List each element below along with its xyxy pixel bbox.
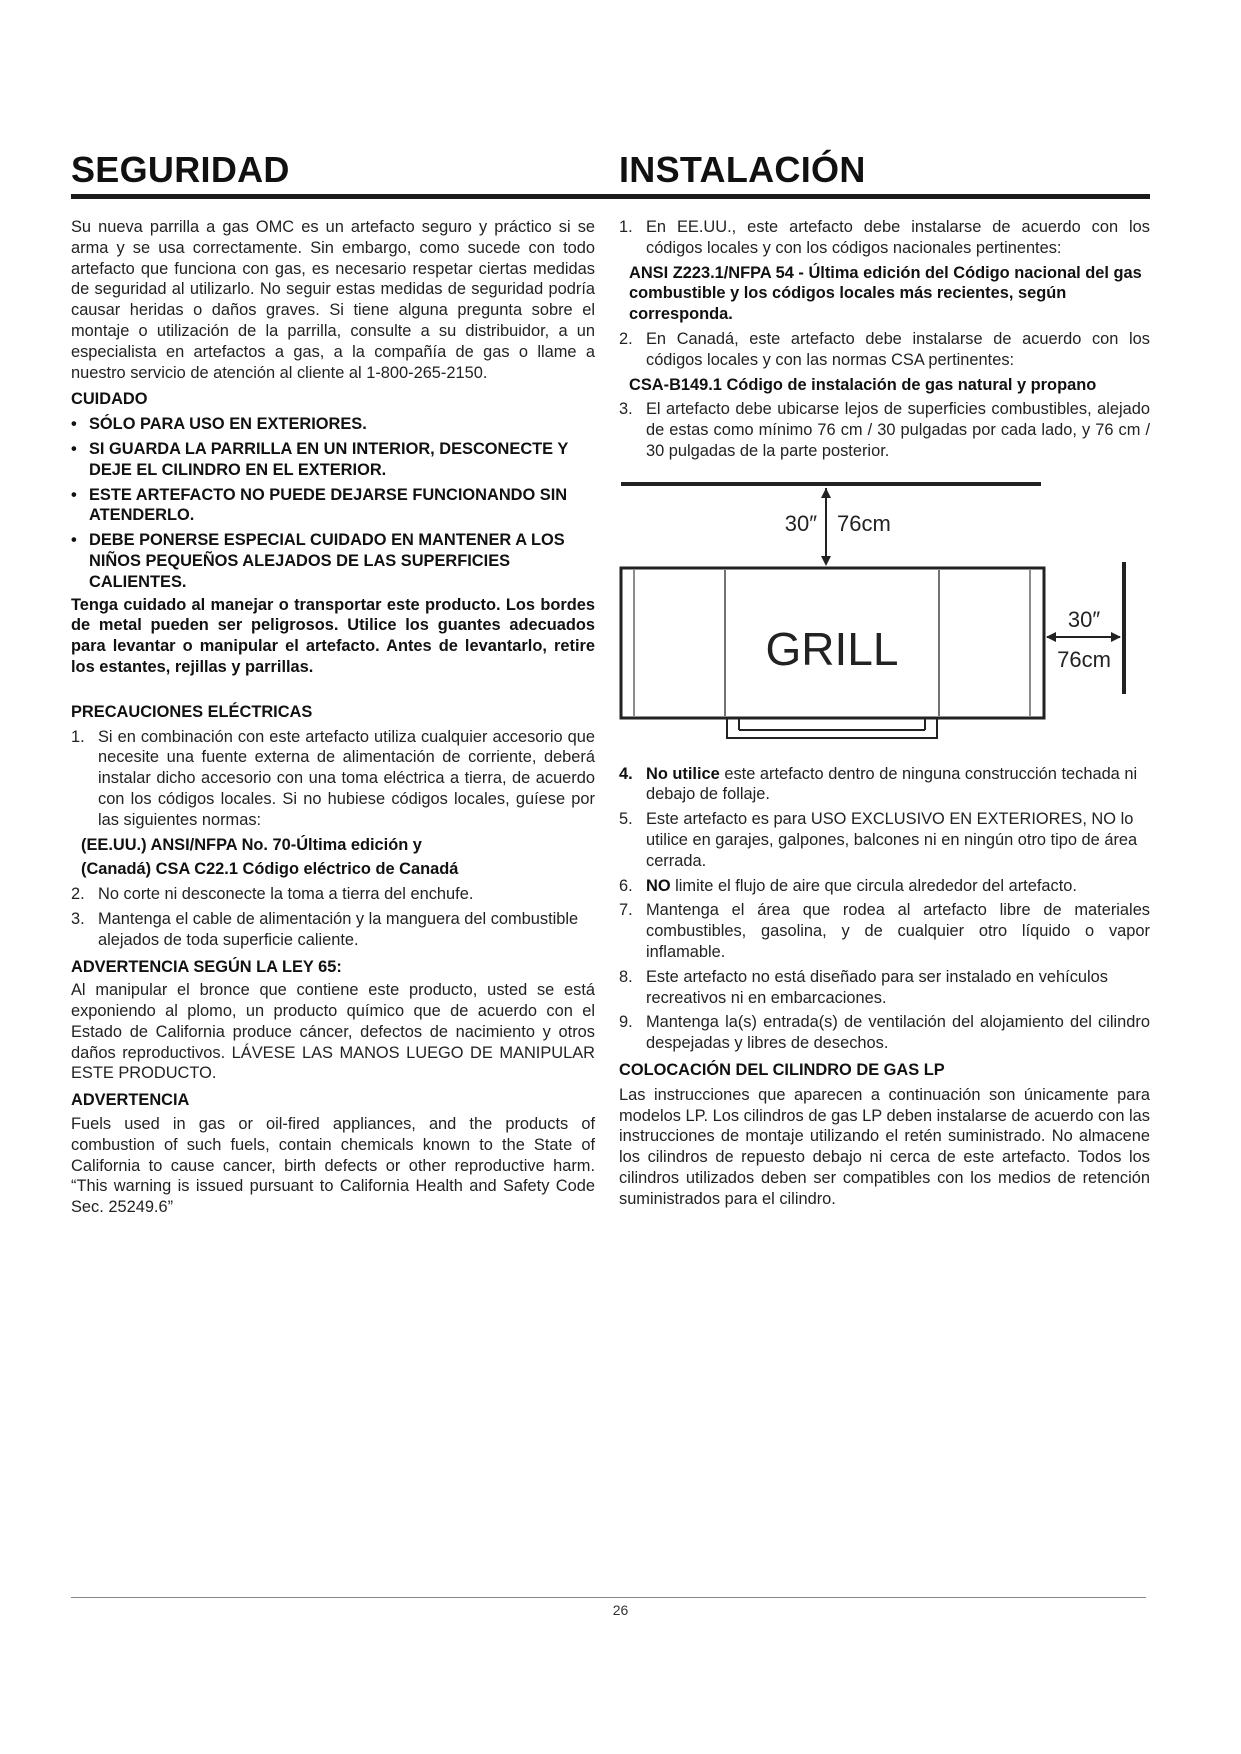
list-item: 1. Si en combinación con este artefacto utiliza cualquier accesorio que necesite una fuente externa de alimentación de corriente, deberá instalar dicho accesorio con una toma eléctrica a tierra, de acuerdo con los códigos locales. Si no hubiese códigos locales, guíese por las siguientes normas:	[71, 727, 595, 829]
cuidado-note: Tenga cuidado al manejar o transportar este producto. Los bordes de metal pueden ser peligrosos. Utilice los guantes adecuados para levantar o manipular el artefacto. Antes de levantarlo, retire los estantes, rejillas y parrillas.	[71, 595, 595, 676]
title-rule	[71, 194, 619, 199]
seguridad-title: SEGURIDAD	[71, 149, 290, 190]
advertencia-text: Fuels used in gas or oil-fired appliances, and the products of combustion of such fuels, contain chemicals known to the State of California to cause cancer, birth defects or other reproductive harm. “This warning is issued pursuant to California Health and Safety Code Sec. 25249.6”	[71, 1115, 595, 1217]
list-item: 1. En EE.UU., este artefacto debe instalarse de acuerdo con los códigos locales y con los códigos nacionales pertinentes:	[619, 218, 1150, 257]
arrow-head-icon	[821, 488, 831, 498]
list-item: 2. En Canadá, este artefacto debe instalarse de acuerdo con los códigos locales y con las normas CSA pertinentes:	[619, 329, 1150, 369]
seguridad-intro: Su nueva parrilla a gas OMC es un artefacto seguro y práctico si se arma y se usa correctamente. Sin embargo, como sucede con todo artefacto que funciona con gas, es necesario respetar ciertas medidas de seguridad al utilizarlo. No seguir estas medidas de seguridad podría causar heridas o daños graves. Si tiene alguna pregunta sobre el montaje o utilización de la parrilla, consulte a su distribuidor, a un especialista en artefactos a gas, a la compañía de gas o llame a nuestro servicio de atención al cliente al 1-800-265-2150.	[71, 218, 595, 382]
advertencia-heading: ADVERTENCIA	[71, 1091, 190, 1110]
list-item: 3. El artefacto debe ubicarse lejos de superficies combustibles, alejado de estas como mínimo 76 cm / 30 pulgadas por cada lado, y 76 cm / 30 pulgadas de la parte posterior.	[619, 400, 1150, 460]
list-item: 5. Este artefacto es para USO EXCLUSIVO EN EXTERIORES, NO lo utilice en garajes, galpones, balcones ni en ningún otro tipo de área cerrada.	[619, 810, 1138, 870]
list-item: • SÓLO PARA USO EN EXTERIORES.	[71, 415, 367, 434]
grill-label: GRILL	[765, 622, 899, 675]
instalacion-title: INSTALACIÓN	[619, 149, 866, 190]
ley65-heading: ADVERTENCIA SEGÚN LA LEY 65:	[71, 957, 342, 976]
side-clearance-cm: 76cm	[1057, 646, 1111, 672]
top-clearance-in: 30″	[784, 510, 817, 536]
clearance-diagram	[617, 482, 1150, 748]
top-clearance-cm: 76cm	[837, 510, 891, 536]
instalacion-column	[619, 150, 1150, 1210]
ley65-text: Al manipular el bronce que contiene este producto, usted se está exponiendo al plomo, un producto químico que de acuerdo con el Estado de California produce cáncer, defectos de nacimiento y otros daños reproductivos. LÁVESE LAS MANOS LUEGO DE MANIPULAR ESTE PRODUCTO.	[71, 981, 595, 1083]
grill-tray	[727, 718, 937, 738]
side-clearance-in: 30″	[1067, 606, 1101, 632]
arrow-head-icon	[821, 556, 831, 566]
list-item: 4. No utilice este artefacto dentro de ninguna construcción techada ni debajo de follaje.	[619, 764, 1138, 804]
standard-ref: (EE.UU.) ANSI/NFPA No. 70-Última edición y	[81, 835, 422, 854]
standard-ref: ANSI Z223.1/NFPA 54 - Última edición del Código nacional del gas combustible y los códigos locales más recientes, según corresponda.	[629, 263, 1142, 324]
electricas-heading: PRECAUCIONES ELÉCTRICAS	[71, 702, 313, 721]
back-wall	[621, 482, 1041, 486]
list-item: • DEBE PONERSE ESPECIAL CUIDADO EN MANTENER A LOS NIÑOS PEQUEÑOS ALEJADOS DE LAS SUPERFICIES CALIENTES.	[71, 531, 565, 591]
list-item: 6. NO limite el flujo de aire que circula alrededor del artefacto.	[619, 876, 1077, 895]
side-wall	[1122, 562, 1126, 694]
lp-heading: COLOCACIÓN DEL CILINDRO DE GAS LP	[619, 1060, 945, 1079]
title-rule	[619, 194, 1150, 199]
footer-rule	[71, 1597, 1146, 1598]
list-item: 7. Mantenga el área que rodea al artefacto libre de materiales combustibles, gasolina, y de cualquier otro líquido o vapor inflamable.	[619, 901, 1150, 961]
lp-text: Las instrucciones que aparecen a continuación son únicamente para modelos LP. Los cilindros de gas LP deben instalarse de acuerdo con las instrucciones de montaje utilizando el retén suministrado. No almacene los cilindros de repuesto debajo ni cerca de este artefacto. Todos los cilindros utilizados deben ser compatibles con los medios de retención suministrados para el cilindro.	[619, 1085, 1150, 1208]
arrow-head-icon	[1111, 632, 1121, 642]
list-item: 2. No corte ni desconecte la toma a tierra del enchufe.	[71, 885, 474, 904]
standard-ref: CSA-B149.1 Código de instalación de gas natural y propano	[629, 375, 1097, 394]
list-item: • SI GUARDA LA PARRILLA EN UN INTERIOR, DESCONECTE Y DEJE EL CILINDRO EN EL EXTERIOR.	[71, 439, 568, 479]
arrow-head-icon	[1046, 632, 1056, 642]
list-item: 9. Mantenga la(s) entrada(s) de ventilación del alojamiento del cilindro despejadas y libres de desechos.	[619, 1013, 1150, 1053]
cuidado-heading: CUIDADO	[71, 390, 148, 409]
standard-ref: (Canadá) CSA C22.1 Código eléctrico de Canadá	[81, 860, 459, 879]
seguridad-column	[71, 150, 595, 1218]
list-item: 8. Este artefacto no está diseñado para ser instalado en vehículos recreativos ni en embarcaciones.	[619, 967, 1108, 1007]
page-number: 26	[612, 1602, 629, 1618]
list-item: 3. Mantenga el cable de alimentación y la manguera del combustible alejados de toda superficie caliente.	[71, 909, 579, 949]
list-item: • ESTE ARTEFACTO NO PUEDE DEJARSE FUNCIONANDO SIN ATENDERLO.	[71, 485, 568, 525]
